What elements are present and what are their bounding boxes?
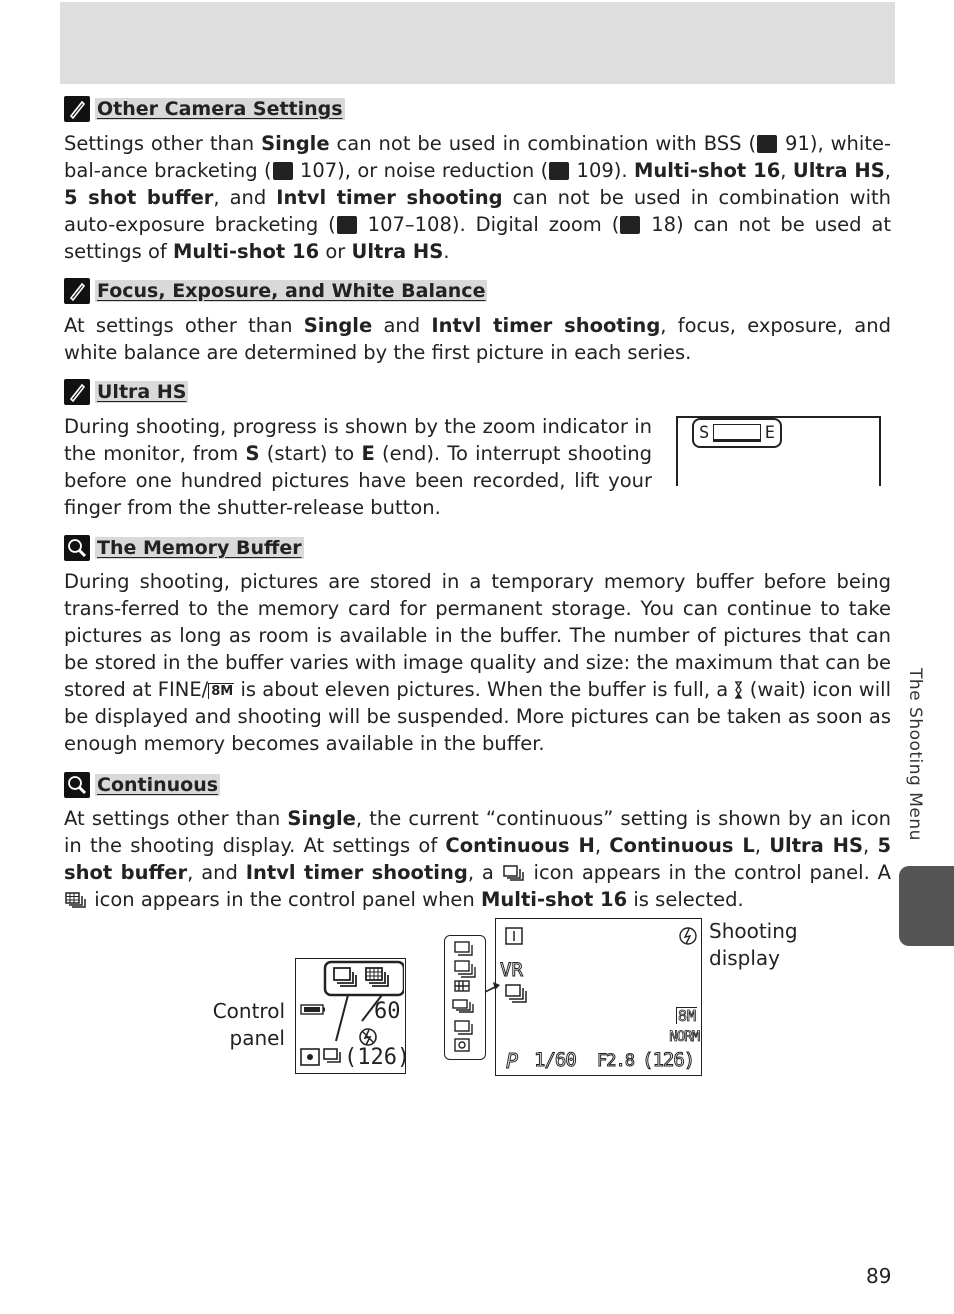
shooting-display-caption: Shooting display (709, 919, 798, 970)
continuous-l-icon (455, 961, 475, 977)
section-memory-buffer (64, 535, 304, 561)
page-number: 89 (866, 1264, 892, 1288)
reference-icon (337, 216, 357, 234)
control-panel-shutter: 60 (374, 999, 401, 1024)
single-frame-icon (506, 928, 522, 944)
flash-icon (680, 928, 696, 944)
continuous-h-icon (455, 942, 472, 955)
reference-icon (273, 162, 293, 180)
section-title: The Memory Buffer (97, 537, 302, 559)
reference-icon (757, 135, 777, 153)
section-title: Focus, Exposure, and White Balance (97, 280, 486, 302)
control-panel-frames: (126) (344, 1045, 411, 1070)
section-title: Continuous (97, 774, 219, 796)
control-panel-caption: Control panel (212, 999, 285, 1050)
five-shot-buffer-icon (455, 1021, 472, 1034)
pencil-icon (64, 96, 90, 122)
zoom-start-label: S (699, 423, 710, 443)
zoom-indicator (692, 418, 782, 448)
zoom-end-label: E (764, 423, 775, 443)
metering-icon (301, 1049, 319, 1065)
paragraph-memory-buffer: During shooting, pictures are stored in a temporary memory buffer before being trans-ferred to the memory card for permanent storage. You can continue to take pictures as long as room is available in the buffer. The number of pictures that can be stored in the buffer varies with image quality and size: the maximum that can be stored at FINE/ 8M is about eleven pictures. When the buffer is full, a (wait) icon will be displayed and shooting will be suspended. More pictures can be taken as soon as enough memory becomes available in the buffer. (64, 570, 892, 755)
reference-icon (620, 216, 640, 234)
side-tab-label: The Shooting Menu (905, 668, 925, 841)
multi-shot-16-icon (455, 981, 469, 991)
interval-timer-icon (455, 1039, 469, 1051)
continuous-icon (506, 985, 526, 1002)
continuous-icon (502, 864, 526, 882)
image-size-indicator: 8M (677, 1007, 696, 1025)
header-band (60, 2, 895, 84)
aperture-indicator: F2.8 (597, 1051, 634, 1071)
vr-indicator: VR (500, 959, 523, 981)
shooting-display-illustration (495, 918, 702, 1076)
monitor-zoom-illustration (676, 416, 881, 486)
pencil-icon (64, 379, 90, 405)
zoom-bar (713, 424, 761, 442)
reference-icon (549, 162, 569, 180)
continuous-modes-strip (444, 935, 486, 1060)
shutter-speed-indicator: 1/60 (534, 1049, 576, 1071)
section-title: Ultra HS (97, 381, 187, 403)
multi-shot-16-icon (64, 891, 88, 909)
paragraph-ultra-hs: During shooting, progress is shown by the zoom indicator in the monitor, from S (start) to E (end). To interrupt shooting before one hundred pictures have been recorded, lift your finger from the shutter-release button. (64, 415, 652, 519)
ultra-hs-icon (453, 1000, 473, 1012)
section-ultra-hs (64, 379, 188, 405)
paragraph-other-camera-settings: Settings other than Single can not be used in combination with BSS ( 91), white-bal-ance bracketing ( 107), or noise reduction ( 109). Multi-shot 16, Ultra HS, 5 shot buffer, and Intvl timer shooting can not be used in combination with auto-exposure bracketing ( 107–108). Digital zoom ( 18) can not be used at settings of Multi-shot 16 or Ultra HS. (64, 132, 892, 263)
magnifier-icon (64, 535, 90, 561)
pencil-icon (64, 278, 90, 304)
exposure-mode-indicator: P (506, 1049, 519, 1073)
image-size-8m-icon: 8M (208, 683, 234, 699)
callout-frame (325, 962, 404, 995)
side-tab (899, 866, 954, 946)
section-continuous (64, 772, 220, 798)
flash-off-icon (360, 1029, 376, 1045)
battery-icon (301, 1005, 325, 1014)
frames-remaining-indicator: (126) (642, 1049, 695, 1071)
section-title: Other Camera Settings (97, 98, 343, 120)
continuous-icon (324, 1049, 340, 1062)
control-panel-illustration (295, 958, 411, 1074)
paragraph-continuous: At settings other than Single, the current “continuous” setting is shown by an icon in the shooting display. At settings of Continuous H, Continuous L, Ultra HS, 5 shot buffer, and Intvl timer shooting, a icon appears in the control panel. A icon appears in the control panel when Multi-shot 16 is selected. (64, 807, 892, 911)
image-quality-indicator: NORM (669, 1029, 699, 1045)
magnifier-icon (64, 772, 90, 798)
paragraph-focus-exposure: At settings other than Single and Intvl timer shooting, focus, exposure, and white balance are determined by the first picture in each series. (64, 314, 891, 364)
section-focus-exposure-white-balance (64, 278, 487, 304)
section-other-camera-settings (64, 96, 345, 122)
